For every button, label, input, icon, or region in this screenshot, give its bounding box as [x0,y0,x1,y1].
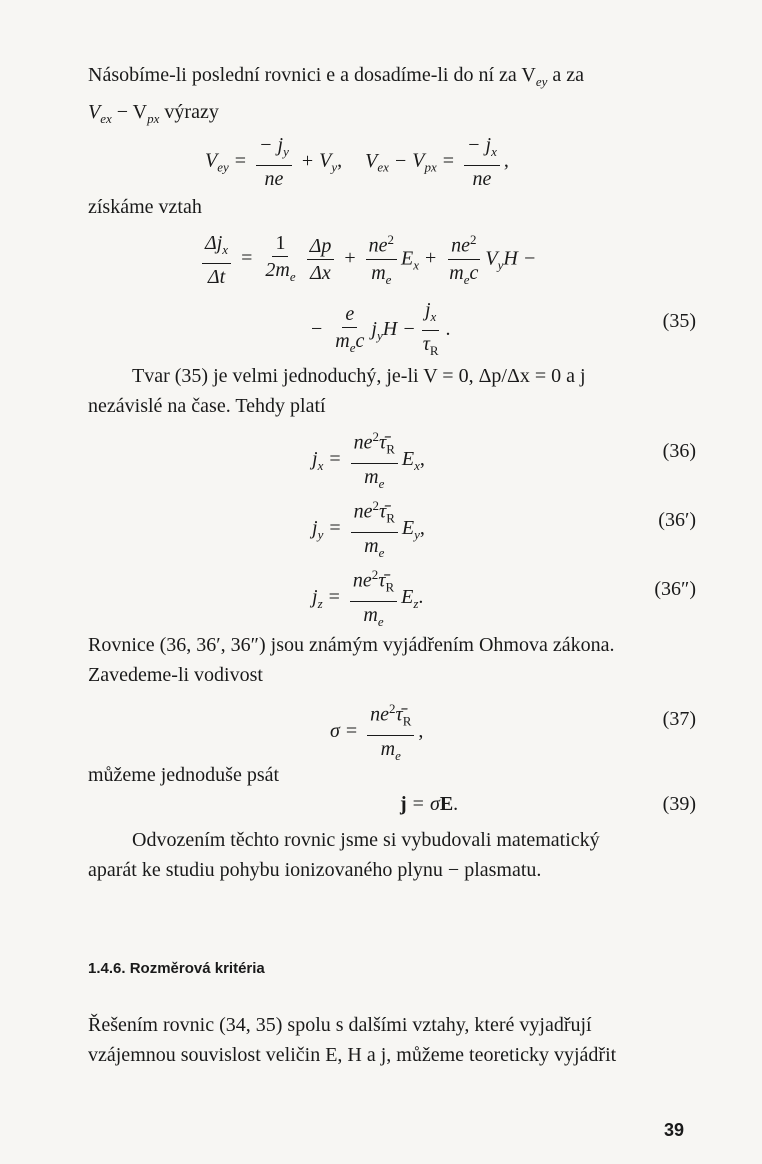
equation-velocities: $V_{ey}$ = $\frac{- j_y}{ne}$ + $V_y$, $V_{ex} - V_{px}$ = $\frac{- j_x}{ne}$ , [205,134,509,190]
paragraph-rovnice: Rovnice (36, 36′, 36″) jsou známým vyjádřením Ohmova zákona. Zavedeme-li vodivost [88,634,615,686]
paragraph-odvozenim: Odvozením těchto rovnic jsme si vybudovali matematický aparát ke studiu pohybu ionizovaného plynu − plasmatu. [88,829,600,881]
equation-36: $j_x$ = $\frac{ne^2\taū_R}{m_e}$ $E_x$, [312,425,425,496]
equation-37: σ = $\frac{ne^2\taū_R}{m_e}$ , [330,697,423,768]
equation-36-double-prime: $j_z$ = $\frac{ne^2\taū_R}{m_e}$ $E_z$. [312,563,423,634]
paragraph-muzeme: můžeme jednoduše psát [88,764,280,786]
fraction-jx: $\frac{- j_x}{ne}$ [464,133,500,191]
equation-36-prime: $j_y$ = $\frac{ne^2\taū_R}{m_e}$ $E_y$, [312,494,425,565]
section-heading: 1.4.6. Rozměrová kritéria [88,960,265,977]
equation-number-36: (36) [662,440,696,462]
equation-35-line2: − $\frac{e}{m_ec}$ $j_yH$ − $\frac{j_x}{\tau_R}$ . [311,299,451,358]
equation-number-37: (37) [662,708,696,730]
equation-number-35: (35) [662,310,696,332]
equation-number-39: (39) [662,793,696,815]
equation-number-36-double-prime: (36″) [654,578,696,600]
equation-39: j = σE. [400,793,459,815]
paragraph-tvar: Tvar (35) je velmi jednoduchý, je-li V = 0, Δp/Δx = 0 a j nezávislé na čase. Tehdy platí [88,365,586,417]
equation-number-36-prime: (36′) [658,509,696,531]
equation-35-line1: $\frac{\Delta j_x}{\Delta t}$ = $\frac{1}{2m_e}$ $\frac{\Delta p}{\Delta x}$ + $\frac{ne^2}{m_e}$ $E_x$ + $\frac{ne^2}{m_ec}$ $V_yH$ − [198,228,536,292]
page-number: 39 [663,1120,684,1140]
paragraph-intro: Násobíme-li poslední rovnici e a dosadíme-li do ní za $V_{ey}$ a za $V_{ex} - V_{px}$ výrazy [88,64,585,126]
paragraph-resenim: Řešením rovnic (34, 35) spolu s dalšími vztahy, které vyjadřují vzájemnou souvislost veličin E, H a j, můžeme teoreticky vyjádřit [88,1014,617,1066]
paragraph-ziskame: získáme vztah [88,196,202,218]
fraction-jy: $\frac{- j_y}{ne}$ [256,133,292,191]
